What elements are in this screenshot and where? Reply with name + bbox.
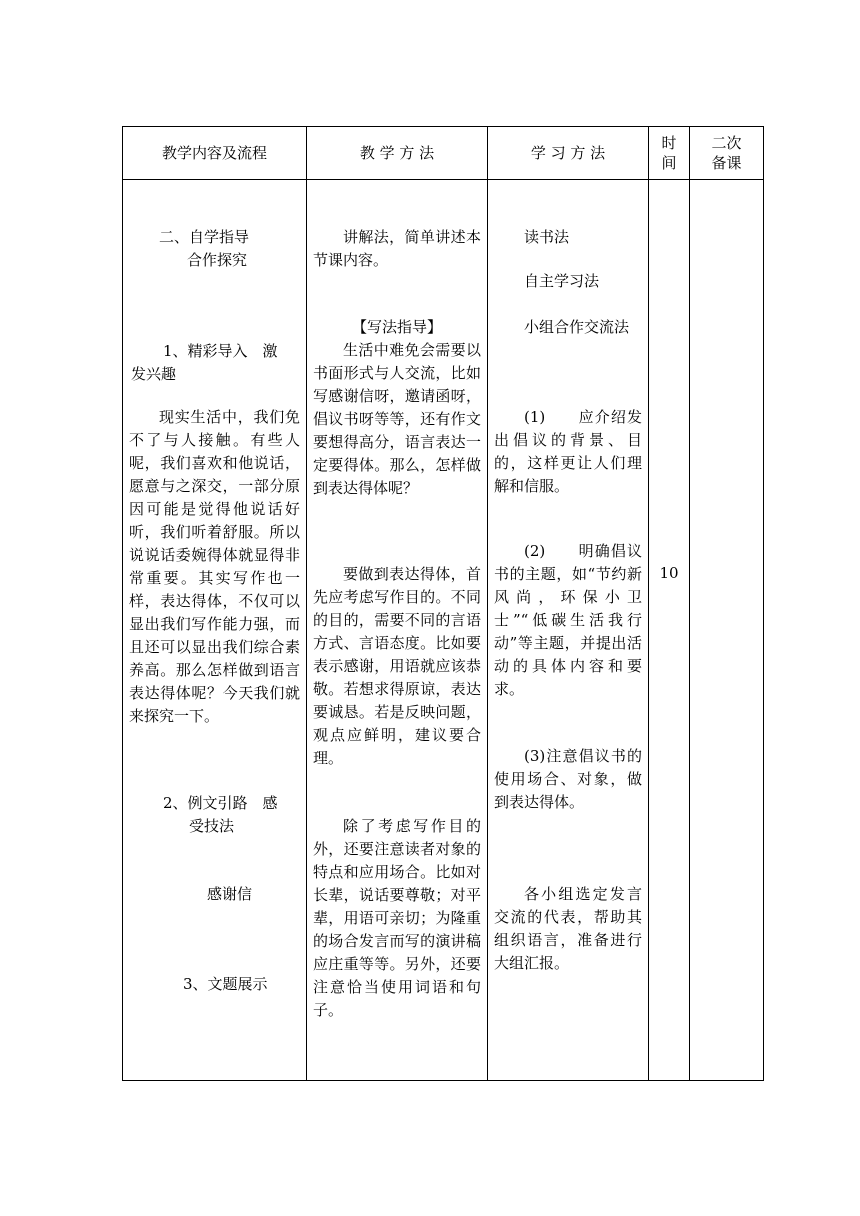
method-lecture: 讲解法，简单讲述本节课内容。 xyxy=(313,228,481,269)
learning-self-study: 自主学习法 xyxy=(524,272,600,290)
section-self-study-line2: 合作探究 xyxy=(187,251,248,269)
header-prep-line1: 二次 xyxy=(711,134,742,152)
section-topic-display: 3、文题展示 xyxy=(183,975,268,993)
header-prep-line2: 备课 xyxy=(711,154,742,172)
header-teaching-method-label: 教 学 方 法 xyxy=(359,143,435,162)
learning-point-2: (2) 明确倡议书的主题，如“节约新风尚，环保小卫士”“低碳生活我行动”等主题，并提出活动的具体内容和要求。 xyxy=(494,542,642,698)
second-prep-cell xyxy=(690,180,764,1081)
section-sample-line2: 受技法 xyxy=(189,817,235,835)
sample-text-title: 感谢信 xyxy=(207,885,253,903)
writing-guide-paragraph-1: 生活中难免会需要以书面形式与人交流，比如写感谢信呀，邀请函呀，倡议书呀等等，还有作文要想得高分，语言表达一定要得体。那么，怎样做到表达得体呢？ xyxy=(313,341,481,497)
section-intro-line1: 1、精彩导入 激 xyxy=(163,342,278,360)
writing-guide-paragraph-3: 除了考虑写作目的外，还要注意读者对象的特点和应用场合。比如对长辈，说话要尊敬；对平辈，用语可亲切；为隆重的场合发言而写的演讲稿应庄重等等。另外，还要注意恰当使用词语和句子。 xyxy=(313,817,481,1019)
content-cell xyxy=(123,180,307,1081)
writing-guide-paragraph-2: 要做到表达得体，首先应考虑写作目的。不同的目的，需要不同的言语方式、言语态度。比如要表示感谢，用语就应该恭敬。若想求得原谅，表达要诚恳。若是反映问题，观点应鲜明，建议要合理。 xyxy=(313,565,481,767)
header-content-label: 教学内容及流程 xyxy=(161,143,267,162)
time-cell xyxy=(649,180,690,1081)
lesson-plan-table xyxy=(122,126,764,1081)
writing-guide-title: 【写法指导】 xyxy=(351,318,442,336)
section-self-study-line1: 二、自学指导 xyxy=(159,228,250,246)
section-intro-line2: 发兴趣 xyxy=(131,365,177,383)
learning-group: 小组合作交流法 xyxy=(524,318,630,336)
header-content xyxy=(123,127,307,180)
header-second-prep xyxy=(690,127,764,180)
header-learning-method-label: 学 习 方 法 xyxy=(530,143,606,162)
time-value: 10 xyxy=(659,564,679,582)
header-learning-method xyxy=(488,127,649,180)
learning-group-report: 各小组选定发言交流的代表，帮助其组织语言，准备进行大组汇报。 xyxy=(494,885,642,972)
header-teaching-method xyxy=(307,127,488,180)
header-time-line1: 时 xyxy=(661,134,677,152)
header-time xyxy=(649,127,690,180)
header-row xyxy=(123,127,764,180)
learning-point-3: (3)注意倡议书的使用场合、对象，做到表达得体。 xyxy=(494,747,642,811)
section-sample-line1: 2、例文引路 感 xyxy=(163,794,278,812)
learning-point-1: (1) 应介绍发出倡议的背景、目的，这样更让人们理解和信服。 xyxy=(494,408,642,495)
teaching-method-cell xyxy=(307,180,488,1081)
intro-paragraph: 现实生活中，我们免不了与人接触。有些人呢，我们喜欢和他说话，愿意与之深交，一部分原因可能是觉得他说话好听，我们听着舒服。所以说说话委婉得体就显得非常重要。其实写作也一样，表达得体，不仅可以显出我们写作能力强，而且还可以显出我们综合素养高。那么怎样做到语言表达得体呢？今天我们就来探究一下。 xyxy=(129,408,300,725)
header-time-line2: 间 xyxy=(661,154,677,172)
body-row xyxy=(123,180,764,1081)
learning-method-cell xyxy=(488,180,649,1081)
learning-reading: 读书法 xyxy=(524,228,570,246)
